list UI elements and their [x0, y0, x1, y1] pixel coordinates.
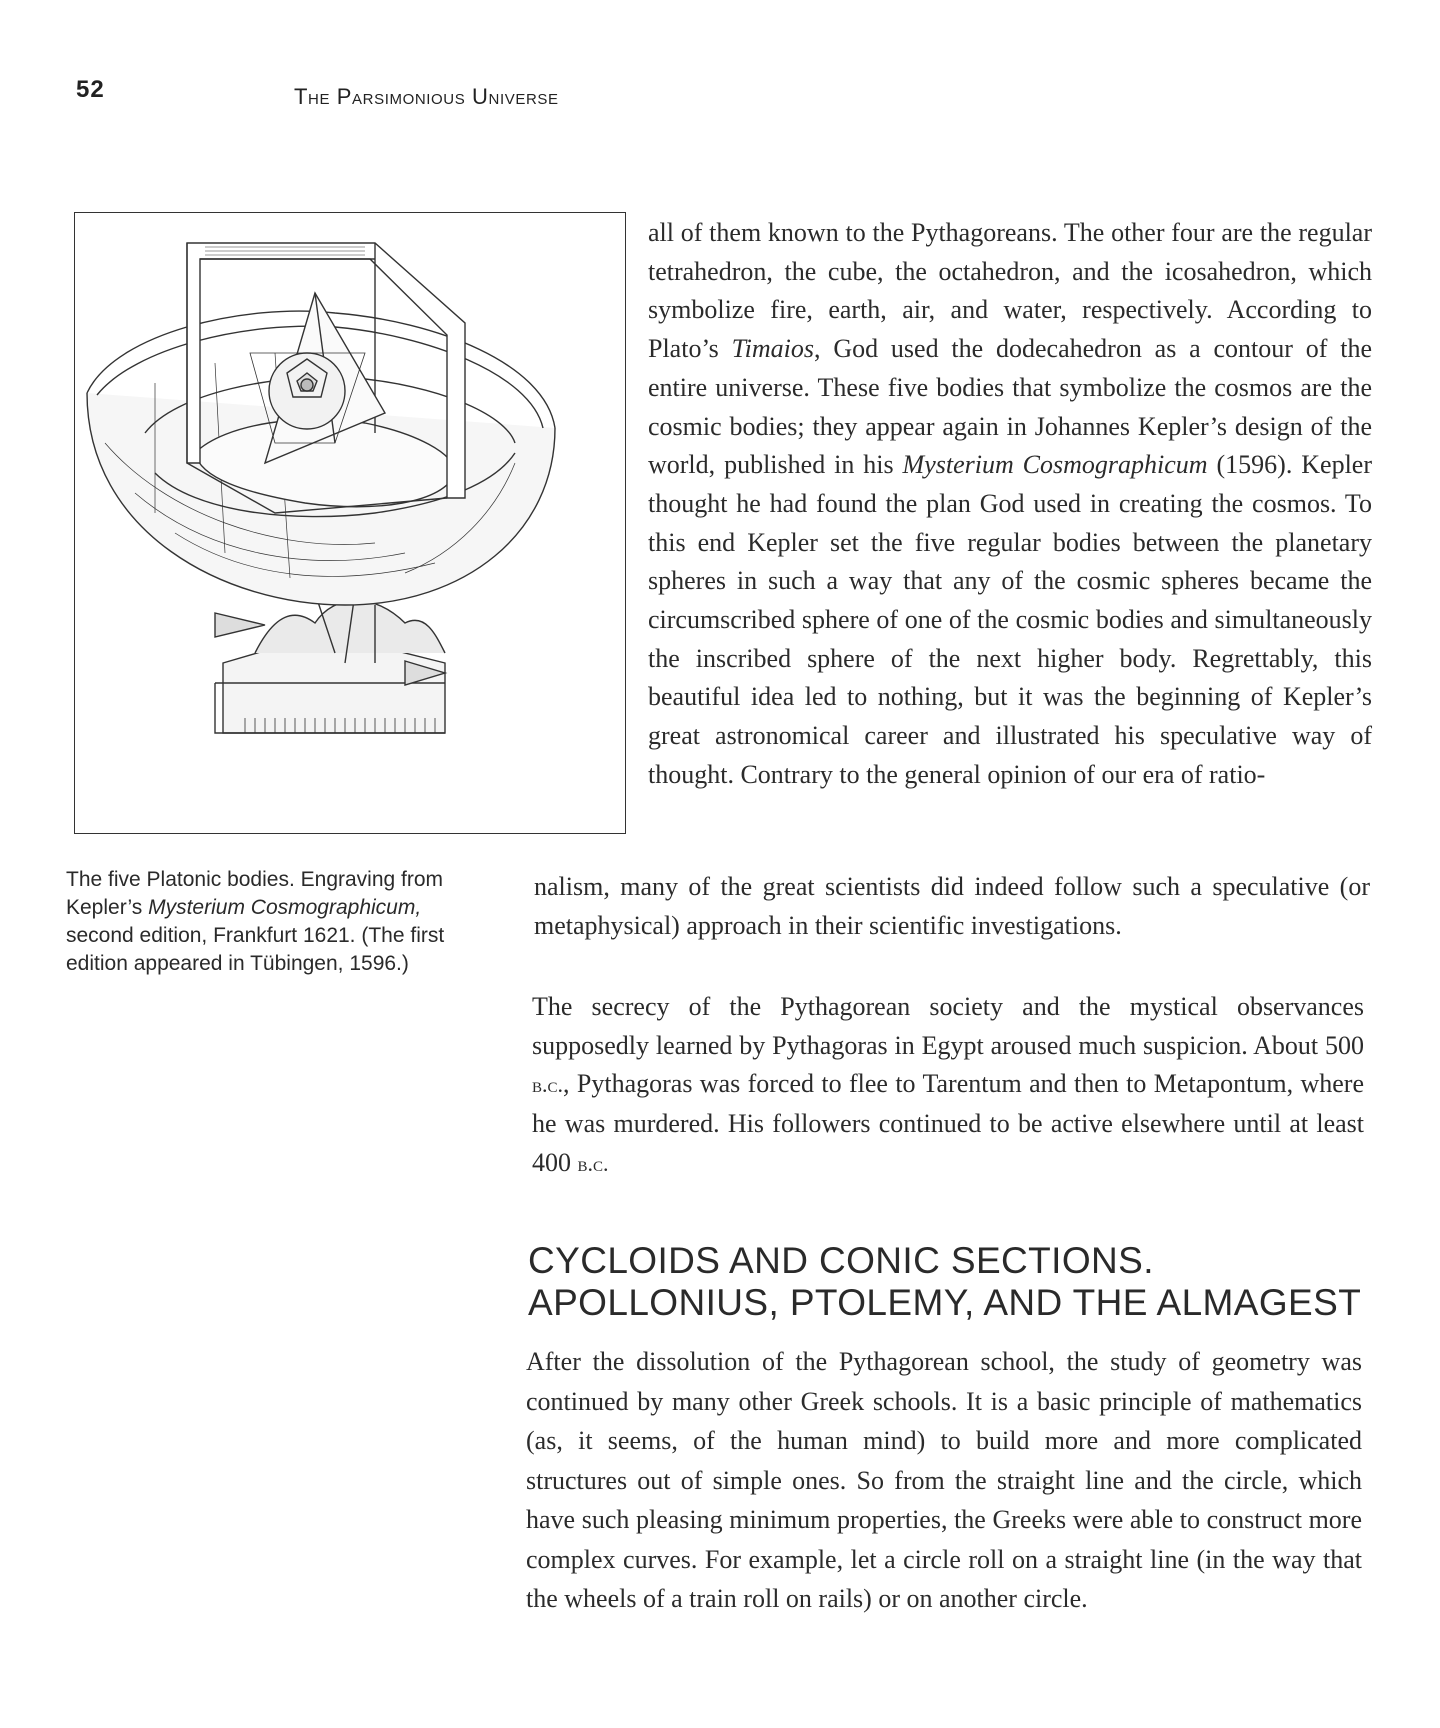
paragraph1-part3: (1596). Kepler thought he had found the plan God used in creating the cosmos. To this end Kepler set the five regular bodies between the planetary spheres in such a way that any of the cosmic spheres became the circumscribed sphere of one of the cosmic bodies and simultaneously the inscribed sphere of the next higher body. Regrettably, this beautiful idea led to nothing, but it was the beginning of Kepler’s great astronomical career and illustrated his speculative way of thought. Contrary to the general opinion of our era of ratio-	[648, 450, 1372, 789]
caption-line-3: second edition, Frankfurt 1621. (The first	[66, 924, 445, 947]
section-heading-line-2: APOLLONIUS, PTOLEMY, AND THE ALMAGEST	[528, 1282, 1362, 1323]
paragraph-platonic-bodies-continued: nalism, many of the great scientists did indeed follow such a speculative (or metaphysical) approach in their scientific investigations.	[534, 872, 1370, 940]
paragraph-platonic-bodies	[648, 214, 1372, 795]
caption-line-4: edition appeared in Tübingen, 1596.)	[66, 952, 409, 975]
paragraph-pythagorean-society	[532, 988, 1364, 1184]
caption-book-title: Mysterium Cosmographicum,	[148, 896, 422, 919]
era-label-2: b.c.	[577, 1150, 609, 1176]
paragraph-greek-geometry: After the dissolution of the Pythagorean school, the study of geometry was continued by many other Greek schools. It is a basic principle of mathematics (as, it seems, of the human mind) to build more and more complicated structures out of simple ones. So from the straight line and the circle, which have such pleasing minimum properties, the Greeks were able to construct more complex curves. For example, let a circle roll on a straight line (in the way that the wheels of a train roll on rails) or on another circle.	[526, 1347, 1362, 1613]
figure-caption	[66, 866, 512, 978]
paragraph2-part1: The secrecy of the Pythagorean society and the mystical observances supposedly learned by Pythagoras in Egypt aroused much suspicion. About 500	[532, 992, 1364, 1060]
running-head: The Parsimonious Universe	[294, 84, 559, 109]
paragraph1-part1: all of them known to the Pythagoreans. The other four are the regular tetrahedron, the cube, the octahedron, and the icosahedron, which symbolize fire, earth, air, and water, respectively. According to Plato’s	[648, 218, 1372, 364]
paragraph1-part2: , God used the dodecahedron as a contour of the entire universe. These five bodies that symbolize the cosmos are the cosmic bodies; they appear again in Johannes Kepler’s design of the world, published in his	[648, 334, 1372, 480]
mysterium-title: Mysterium Cosmographicum	[902, 450, 1208, 480]
page-number: 52	[76, 76, 105, 103]
section-heading	[528, 1240, 1388, 1324]
paragraph2-part2: , Pythagoras was forced to flee to Tarentum and then to Metapontum, where he was murdered. His followers continued to be active elsewhere until at least 400	[532, 1069, 1364, 1177]
caption-line-2-prefix: Kepler’s	[66, 896, 149, 919]
caption-line-1: The five Platonic bodies. Engraving from	[66, 868, 444, 891]
era-label-1: b.c.	[532, 1072, 564, 1098]
timaios-title: Timaios	[731, 334, 814, 364]
kepler-engraving-figure	[74, 212, 626, 834]
section-heading-line-1: CYCLOIDS AND CONIC SECTIONS.	[528, 1240, 1154, 1281]
caption-line-2	[66, 894, 512, 922]
kepler-model-illustration	[75, 213, 627, 835]
